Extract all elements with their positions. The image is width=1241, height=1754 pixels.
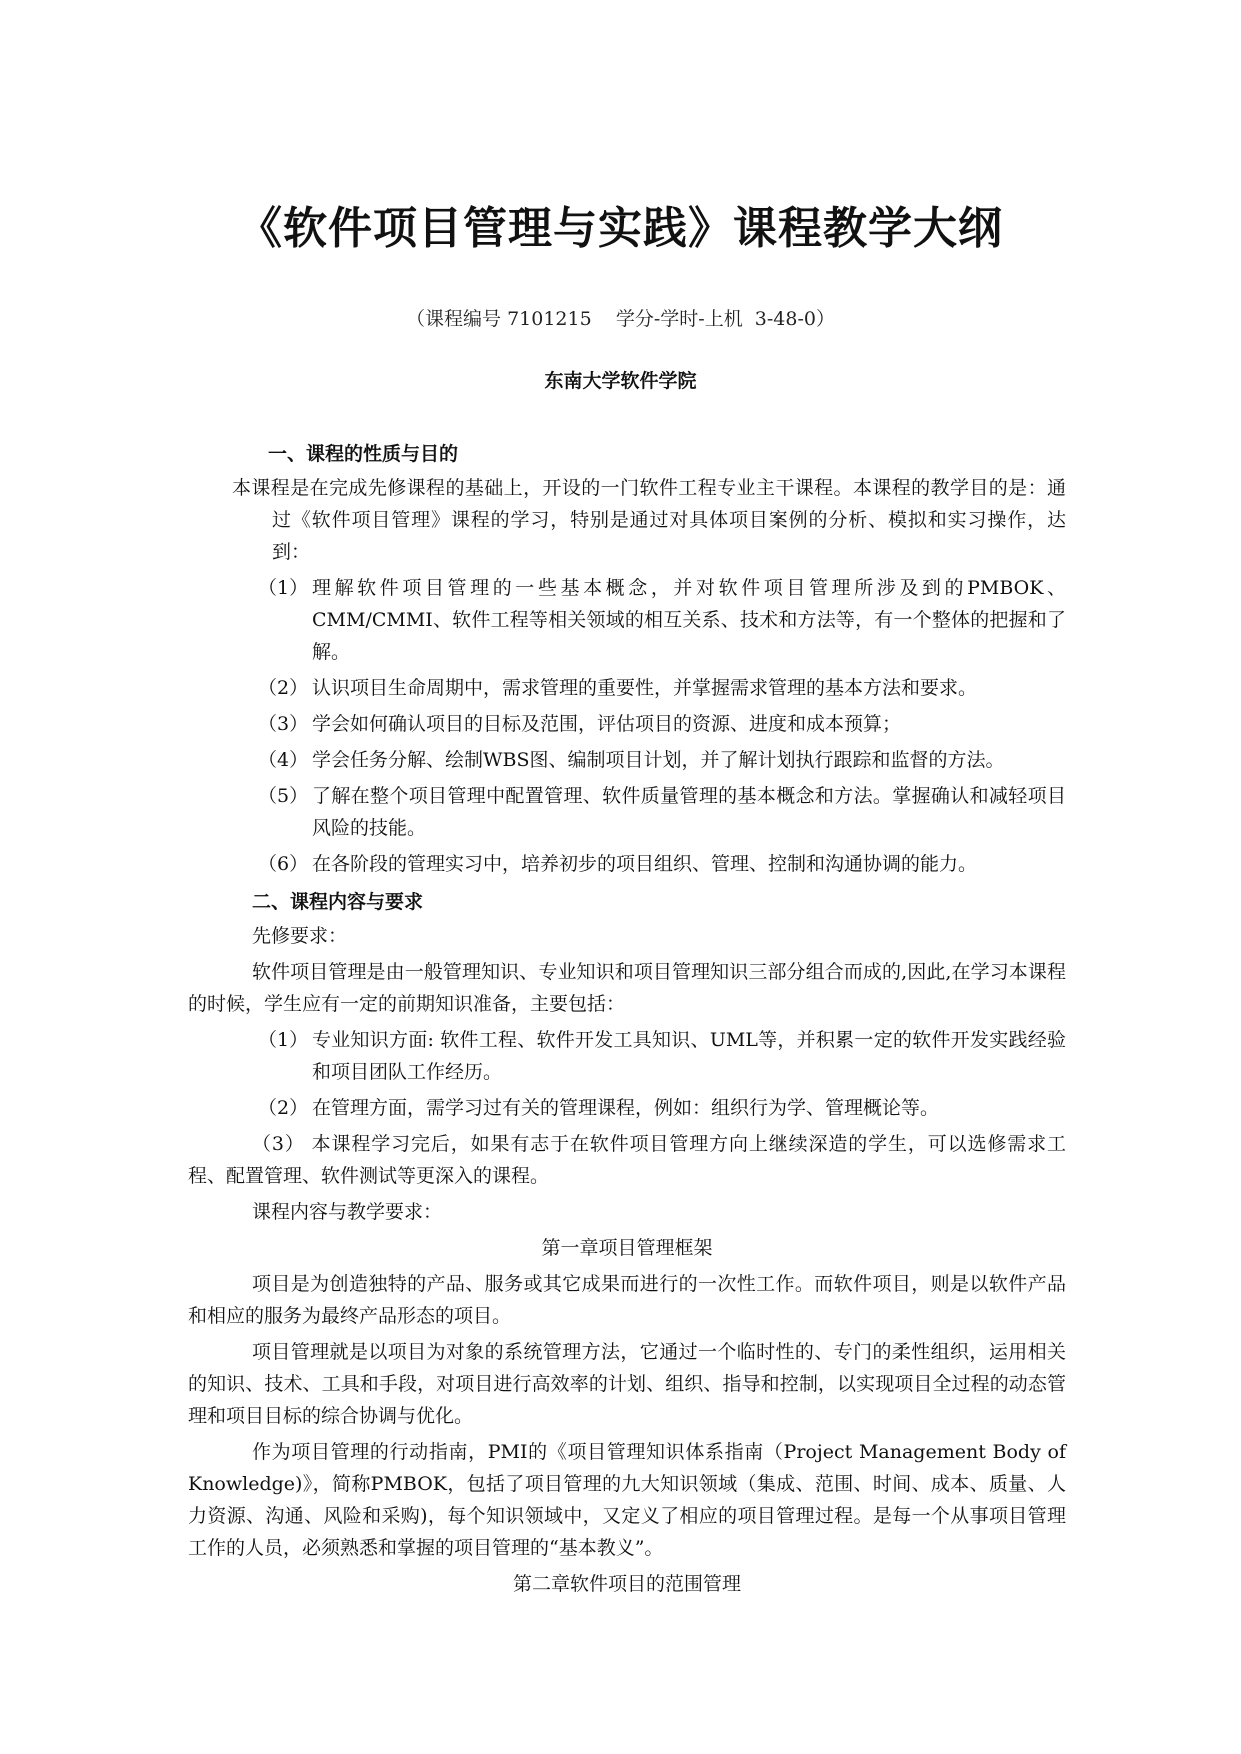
list-item-number: （2） [258,1097,309,1119]
list-item-number: （1） [258,577,309,599]
prerequisite-label: 先修要求： [252,925,348,947]
chapter-2-title: 第二章软件项目的范围管理 [512,1573,741,1595]
list-item [258,672,1066,704]
list-item-number: （2） [258,677,309,699]
list-item-number: （3） [258,713,309,735]
list-item [258,744,1066,776]
document-title: 《软件项目管理与实践》课程教学大纲 [238,203,1003,254]
list-item-text: 了解在整个项目管理中配置管理、软件质量管理的基本概念和方法。掌握确认和减轻项目风险的技能。 [312,785,1066,839]
list-item [258,572,1066,668]
list-item [258,848,1066,880]
list-item-number: （6） [258,853,309,875]
list-item-text: 专业知识方面: 软件工程、软件开发工具知识、UML等，并积累一定的软件开发实践经验和项目团队工作经历。 [312,1029,1066,1083]
list-item [258,780,1066,844]
list-item-text: 理解软件项目管理的一些基本概念，并对软件项目管理所涉及到的PMBOK、CMM/CMMI、软件工程等相关领域的相互关系、技术和方法等，有一个整体的把握和了解。 [312,577,1066,663]
list-item-number: （1） [258,1029,309,1051]
list-item [258,1092,1066,1124]
chapter-1-paragraph: 作为项目管理的行动指南，PMI的《项目管理知识体系指南（Project Management Body of Knowledge)》，简称PMBOK，包括了项目管理的九大知识领域（集成、范围、时间、成本、质量、人力资源、沟通、风险和采购)，每个知识领域中，又定义了相应的项目管理过程。是每一个从事项目管理工作的人员，必须熟悉和掌握的项目管理的“基本教义”。 [188,1441,1066,1559]
document-body [188,440,1066,1604]
list-item-number: （5） [258,785,309,807]
course-code-line: （课程编号 7101215 学分-学时-上机 3-48-0） [406,308,835,330]
list-item-text: 在管理方面，需学习过有关的管理课程，例如：组织行为学、管理概论等。 [312,1097,940,1119]
list-item-text: 学会如何确认项目的目标及范围，评估项目的资源、进度和成本预算； [312,713,902,735]
institution-name: 东南大学软件学院 [544,370,697,392]
chapter-1-title: 第一章项目管理框架 [541,1237,713,1259]
chapter-1-paragraph: 项目管理就是以项目为对象的系统管理方法，它通过一个临时性的、专门的柔性组织，运用相关的知识、技术、工具和手段，对项目进行高效率的计划、组织、指导和控制，以实现项目全过程的动态管理和项目目标的综合协调与优化。 [188,1341,1066,1427]
section-heading-2: 二、课程内容与要求 [252,891,424,913]
prerequisite-item-3: （3） 本课程学习完后，如果有志于在软件项目管理方向上继续深造的学生，可以选修需求工程、配置管理、软件测试等更深入的课程。 [188,1133,1066,1187]
list-item-text: 在各阶段的管理实习中，培养初步的项目组织、管理、控制和沟通协调的能力。 [312,853,978,875]
list-item [258,708,1066,740]
section-heading-1: 一、课程的性质与目的 [268,443,459,465]
section1-intro: 本课程是在完成先修课程的基础上，开设的一门软件工程专业主干课程。本课程的教学目的是：通过《软件项目管理》课程的学习，特别是通过对具体项目案例的分析、模拟和实习操作，达到： [232,477,1066,563]
content-label: 课程内容与教学要求： [252,1201,443,1223]
chapter-1-paragraph: 项目是为创造独特的产品、服务或其它成果而进行的一次性工作。而软件项目，则是以软件产品和相应的服务为最终产品形态的项目。 [188,1273,1066,1327]
prerequisite-intro: 软件项目管理是由一般管理知识、专业知识和项目管理知识三部分组合而成的,因此,在学习本课程的时候，学生应有一定的前期知识准备，主要包括： [188,961,1066,1015]
list-item-number: （4） [258,749,309,771]
list-item-text: 学会任务分解、绘制WBS图、编制项目计划，并了解计划执行跟踪和监督的方法。 [312,749,1005,771]
list-item-text: 认识项目生命周期中，需求管理的重要性，并掌握需求管理的基本方法和要求。 [312,677,978,699]
list-item [258,1024,1066,1088]
